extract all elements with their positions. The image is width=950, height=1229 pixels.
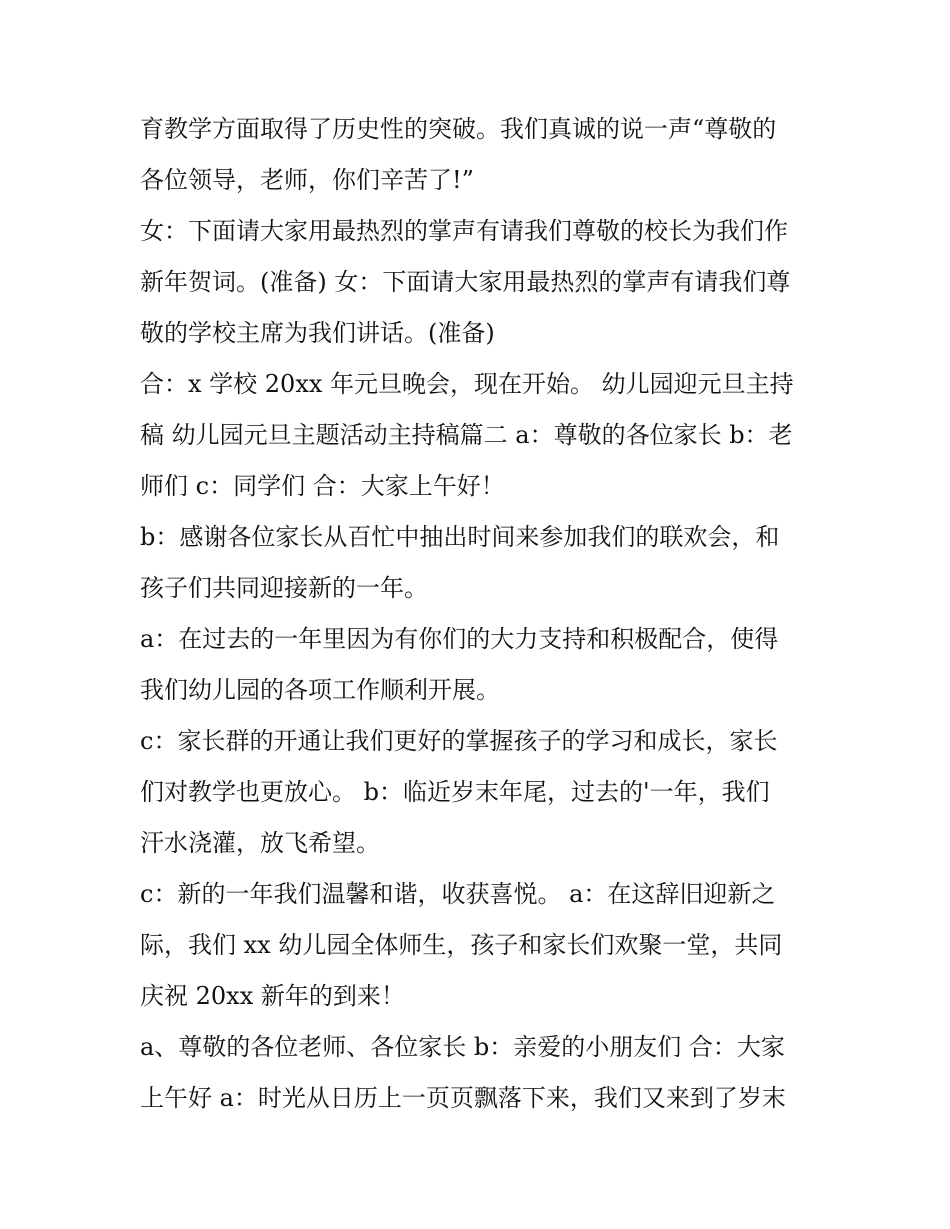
text-line: c：新的一年我们温馨和谐，收获喜悦。 a：在这辞旧迎新之 (140, 880, 776, 908)
text-line: a、尊敬的各位老师、各位家长 b：亲爱的小朋友们 合：大家 (140, 1033, 785, 1061)
text-line: c：家长群的开通让我们更好的掌握孩子的学习和成长，家长 (140, 727, 778, 755)
text-line: 育教学方面取得了历史性的突破。我们真诚的说一声“尊敬的 (140, 115, 777, 143)
text-line: 孩子们共同迎接新的一年。 (140, 574, 428, 602)
document-body (140, 104, 815, 1124)
text-line: 汗水浇灌，放飞希望。 (140, 829, 380, 857)
text-line: 上午好 a：时光从日历上一页页飘落下来，我们又来到了岁末 (140, 1084, 786, 1112)
text-line: 稿 幼儿园元旦主题活动主持稿篇二 a：尊敬的各位家长 b：老 (140, 421, 793, 449)
text-line: b：感谢各位家长从百忙中抽出时间来参加我们的联欢会，和 (140, 523, 780, 551)
text-line: 我们幼儿园的各项工作顺利开展。 (140, 676, 500, 704)
text-line: 们对教学也更放心。 b：临近岁末年尾，过去的'一年，我们 (140, 778, 770, 806)
text-line: 各位领导，老师，你们辛苦了!” (140, 166, 474, 194)
text-line: a：在过去的一年里因为有你们的大力支持和积极配合，使得 (140, 625, 779, 653)
text-line: 女：下面请大家用最热烈的掌声有请我们尊敬的校长为我们作 (140, 217, 788, 245)
text-line: 庆祝 20xx 新年的到来！ (140, 982, 405, 1010)
text-line: 新年贺词。(准备) 女：下面请大家用最热烈的掌声有请我们尊 (140, 268, 791, 296)
text-line: 敬的学校主席为我们讲话。(准备) (140, 319, 495, 347)
text-line: 师们 c：同学们 合：大家上午好！ (140, 472, 505, 500)
text-line: 合：x 学校 20xx 年元旦晚会，现在开始。 幼儿园迎元旦主持 (140, 370, 794, 398)
text-line: 际，我们 xx 幼儿园全体师生，孩子和家长们欢聚一堂，共同 (140, 931, 783, 959)
